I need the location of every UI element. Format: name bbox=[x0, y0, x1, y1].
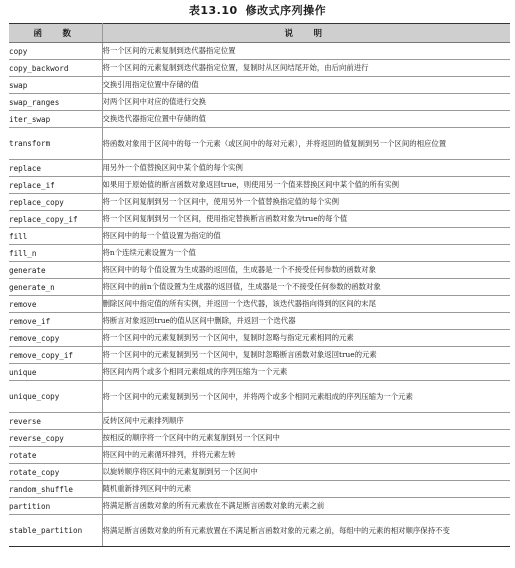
function-description: 交换迭代器指定位置中存储的值 bbox=[102, 111, 510, 128]
table-row bbox=[9, 43, 510, 60]
function-description: 删除区间中指定值的所有实例，并返回一个迭代器，该迭代器指向得到的区间的末尾 bbox=[102, 296, 510, 313]
function-name: generate bbox=[9, 262, 102, 279]
function-name: replace_if bbox=[9, 177, 102, 194]
function-description: 将一个区间复制到另一个区间，使用指定替换断言函数对象为true的每个值 bbox=[102, 211, 510, 228]
function-name: unique_copy bbox=[9, 381, 102, 413]
function-description: 将区间中的前n个值设置为生成器的返回值，生成器是一个不接受任何参数的函数对象 bbox=[102, 279, 510, 296]
function-description: 将满足断言函数对象的所有元素放置在不满足断言函数对象的元素之前，每组中的元素的相对顺序保持不变 bbox=[102, 515, 510, 547]
function-name: rotate bbox=[9, 447, 102, 464]
table-row bbox=[9, 94, 510, 111]
function-description: 对两个区间中对应的值进行交换 bbox=[102, 94, 510, 111]
table-row bbox=[9, 498, 510, 515]
function-name: iter_swap bbox=[9, 111, 102, 128]
function-name: remove_copy_if bbox=[9, 347, 102, 364]
table-row bbox=[9, 364, 510, 381]
function-description: 将一个区间复制到另一个区间中，使用另外一个值替换指定值的每个实例 bbox=[102, 194, 510, 211]
table-row bbox=[9, 296, 510, 313]
table-row bbox=[9, 515, 510, 547]
table-row bbox=[9, 111, 510, 128]
function-description: 将一个区间中的元素复制到另一个区间中，复制时忽略与指定元素相同的元素 bbox=[102, 330, 510, 347]
function-description: 将满足断言函数对象的所有元素放在不满足断言函数对象的元素之前 bbox=[102, 498, 510, 515]
function-name: copy_backword bbox=[9, 60, 102, 77]
function-description: 以旋转顺序将区间中的元素复制到另一个区间中 bbox=[102, 464, 510, 481]
function-name: copy bbox=[9, 43, 102, 60]
table-row bbox=[9, 194, 510, 211]
table-row bbox=[9, 381, 510, 413]
function-description: 将区间中的每一个值设置为指定的值 bbox=[102, 228, 510, 245]
table-row bbox=[9, 177, 510, 194]
table-row bbox=[9, 211, 510, 228]
table-row bbox=[9, 228, 510, 245]
table-row bbox=[9, 262, 510, 279]
function-description: 将一个区间的元素复制到迭代器指定位置，复制时从区间结尾开始，由后向前进行 bbox=[102, 60, 510, 77]
function-description: 将一个区间中的元素复制到另一个区间中，复制时忽略断言函数对象返回true的元素 bbox=[102, 347, 510, 364]
function-name: swap bbox=[9, 77, 102, 94]
function-description: 反转区间中元素排列顺序 bbox=[102, 413, 510, 430]
table-row bbox=[9, 313, 510, 330]
table-row bbox=[9, 481, 510, 498]
function-name: fill_n bbox=[9, 245, 102, 262]
header-description: 说 明 bbox=[102, 24, 510, 43]
table-row bbox=[9, 77, 510, 94]
function-name: reverse bbox=[9, 413, 102, 430]
function-name: rotate_copy bbox=[9, 464, 102, 481]
function-name: unique bbox=[9, 364, 102, 381]
function-name: transform bbox=[9, 128, 102, 160]
function-name: partition bbox=[9, 498, 102, 515]
table-number: 表13.10 bbox=[188, 4, 238, 17]
function-description: 将断言对象返回true的值从区间中删除，并返回一个迭代器 bbox=[102, 313, 510, 330]
function-name: replace bbox=[9, 160, 102, 177]
function-description: 用另外一个值替换区间中某个值的每个实例 bbox=[102, 160, 510, 177]
function-description: 将区间中的元素循环排列，并将元素左转 bbox=[102, 447, 510, 464]
function-description: 将n个连续元素设置为一个值 bbox=[102, 245, 510, 262]
function-description: 随机重新排列区间中的元素 bbox=[102, 481, 510, 498]
function-description: 交换引用指定位置中存储的值 bbox=[102, 77, 510, 94]
function-description: 将一个区间中的元素复制到另一个区间中，并将两个或多个相同元素组成的序列压缩为一个元素 bbox=[102, 381, 510, 413]
function-name: swap_ranges bbox=[9, 94, 102, 111]
function-description: 将函数对象用于区间中的每一个元素（或区间中的每对元素），并将返回的值复制到另一个区间的相应位置 bbox=[102, 128, 510, 160]
table-row bbox=[9, 245, 510, 262]
function-description: 按相反的顺序将一个区间中的元素复制到另一个区间中 bbox=[102, 430, 510, 447]
function-name: remove_if bbox=[9, 313, 102, 330]
table-row bbox=[9, 160, 510, 177]
table-row bbox=[9, 330, 510, 347]
table-row bbox=[9, 464, 510, 481]
table-row bbox=[9, 279, 510, 296]
table-row bbox=[9, 447, 510, 464]
function-description: 将区间中的每个值设置为生成器的返回值，生成器是一个不接受任何参数的函数对象 bbox=[102, 262, 510, 279]
function-name: remove bbox=[9, 296, 102, 313]
header-function: 函 数 bbox=[9, 24, 102, 43]
table-row bbox=[9, 430, 510, 447]
function-name: remove_copy bbox=[9, 330, 102, 347]
table-header-row bbox=[9, 24, 510, 43]
function-name: fill bbox=[9, 228, 102, 245]
table-row bbox=[9, 413, 510, 430]
function-name: replace_copy_if bbox=[9, 211, 102, 228]
function-description: 如果用于原始值的断言函数对象返回true，则使用另一个值来替换区间中某个值的所有实例 bbox=[102, 177, 510, 194]
table-row bbox=[9, 128, 510, 160]
function-name: generate_n bbox=[9, 279, 102, 296]
function-name: stable_partition bbox=[9, 515, 102, 547]
function-name: replace_copy bbox=[9, 194, 102, 211]
table-row bbox=[9, 347, 510, 364]
function-name: reverse_copy bbox=[9, 430, 102, 447]
algorithm-table bbox=[9, 23, 510, 547]
function-name: random_shuffle bbox=[9, 481, 102, 498]
function-description: 将区间内两个或多个相同元素组成的序列压缩为一个元素 bbox=[102, 364, 510, 381]
table-title: 修改式序列操作 bbox=[245, 4, 327, 17]
table-body bbox=[9, 43, 510, 547]
function-description: 将一个区间的元素复制到迭代器指定位置 bbox=[102, 43, 510, 60]
table-caption bbox=[0, 0, 515, 22]
table-row bbox=[9, 60, 510, 77]
